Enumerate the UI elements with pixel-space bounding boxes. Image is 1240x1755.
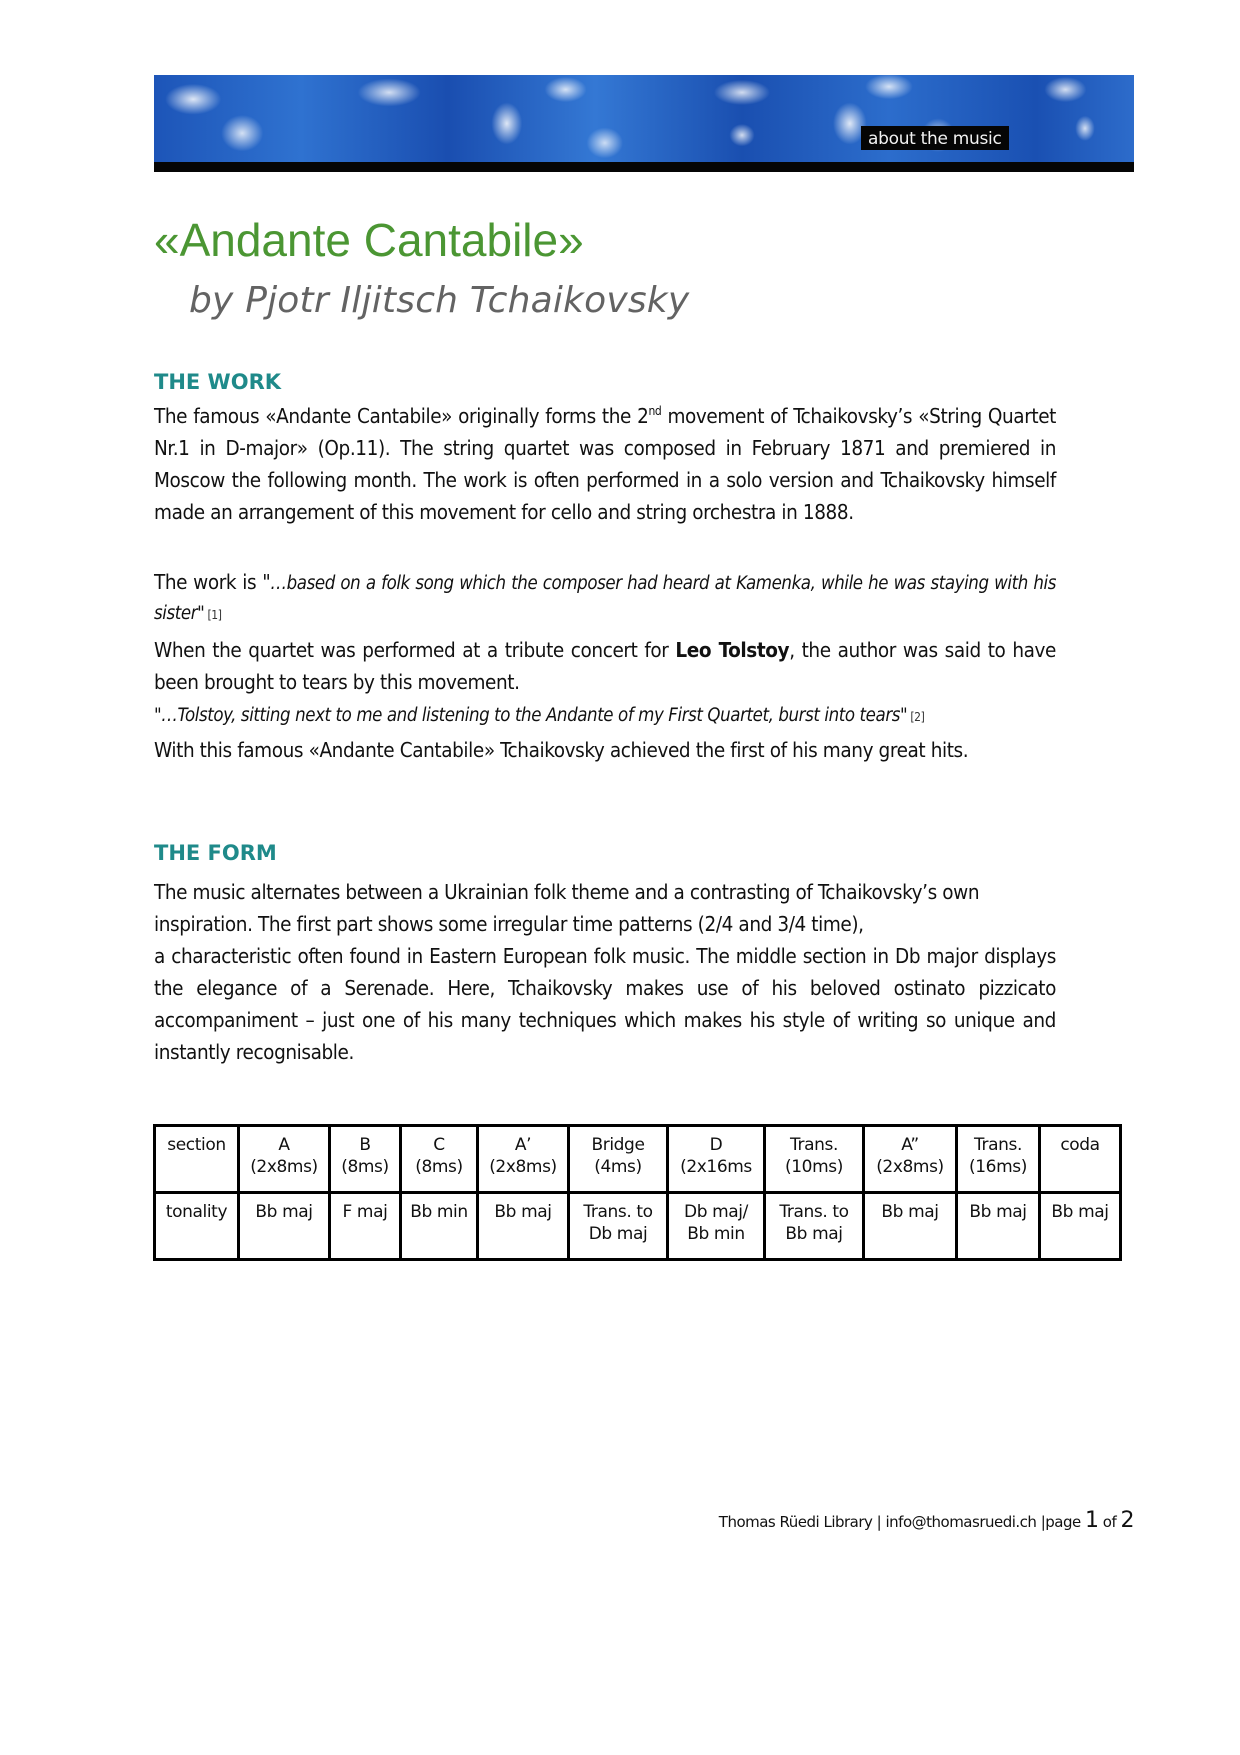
form-paragraph-line1: The music alternates between a Ukrainian folk theme and a contrasting of Tchaikovsky’s own inspiration. The first part shows some irregular time patterns (2/4 and 3/4 time),	[154, 880, 980, 936]
footer-email[interactable]: info@thomasruedi.ch	[885, 1513, 1037, 1531]
banner-black-bar	[154, 162, 1134, 172]
table-cell	[569, 1126, 668, 1193]
cell-text: A”	[901, 1135, 919, 1155]
table-cell	[330, 1193, 401, 1260]
page-subtitle: by Pjotr Iljitsch Tchaikovsky	[189, 280, 690, 321]
cell-text: Bb maj	[1051, 1202, 1109, 1222]
cell-text: Bb maj	[255, 1202, 313, 1222]
cell-text: C	[433, 1135, 445, 1155]
work-paragraph-2	[154, 568, 1056, 630]
form-paragraph-line2: a characteristic often found in Eastern European folk music. The middle section in Db major displays the elegance of a Serenade. Here, Tchaikovsky makes use of his beloved ostinato pizzicato accompaniment – just one of his many techniques which makes his style of writing so unique and instantly recognisable.	[154, 944, 1056, 1064]
cell-text: Db maj/	[684, 1202, 748, 1222]
table-cell	[957, 1126, 1040, 1193]
cell-text: (2x8ms)	[876, 1157, 944, 1177]
cell-text: Db maj	[588, 1224, 648, 1244]
table-cell	[957, 1193, 1040, 1260]
cell-text: (2x8ms)	[250, 1157, 318, 1177]
table-cell	[401, 1126, 478, 1193]
text: The famous «Andante Cantabile» originally forms the 2	[154, 404, 649, 428]
cell-text: Bb maj	[969, 1202, 1027, 1222]
cell-text: Trans.	[790, 1135, 838, 1155]
cell-text: coda	[1060, 1135, 1100, 1155]
quote-text: "…Tolstoy, sitting next to me and listening to the Andante of my First Quartet, burst into tears"	[154, 705, 908, 726]
cell-text: Bb maj	[881, 1202, 939, 1222]
work-paragraph-5: With this famous «Andante Cantabile» Tchaikovsky achieved the first of his many great hits.	[154, 738, 969, 762]
page-footer	[719, 1508, 1134, 1533]
footer-separator: |	[872, 1513, 886, 1531]
cell-text: Bridge	[591, 1135, 645, 1155]
reference-2: [2]	[907, 710, 925, 724]
cell-text: Bb maj	[785, 1224, 843, 1244]
table-cell	[765, 1193, 864, 1260]
cell-text: Bb maj	[494, 1202, 552, 1222]
table-cell	[478, 1126, 569, 1193]
cell-text: A’	[514, 1135, 532, 1155]
cell-text: (8ms)	[341, 1157, 389, 1177]
section-heading-form: THE FORM	[154, 841, 277, 865]
cell-text: F maj	[342, 1202, 388, 1222]
footer-page-prefix: |page	[1036, 1513, 1085, 1531]
table-cell	[478, 1193, 569, 1260]
cell-text: Trans. to	[583, 1202, 653, 1222]
footer-page-total: 2	[1120, 1508, 1134, 1533]
table-cell	[1040, 1193, 1121, 1260]
page-title: «Andante Cantabile»	[154, 214, 584, 266]
table-cell	[239, 1193, 330, 1260]
table-row-tonality	[155, 1193, 1121, 1260]
table-cell	[239, 1126, 330, 1193]
work-paragraph-3	[154, 634, 1056, 698]
table-row-section	[155, 1126, 1121, 1193]
footer-page-current: 1	[1085, 1508, 1099, 1533]
cell-text: Trans. to	[779, 1202, 849, 1222]
superscript: nd	[648, 404, 662, 419]
text: , the author was said to have been brought to tears by this movement.	[154, 638, 1056, 694]
bold-name: Leo Tolstoy	[675, 638, 790, 662]
table-cell	[765, 1126, 864, 1193]
banner-label: about the music	[861, 126, 1009, 150]
quote-text: …based on a folk song which the composer had heard at Kamenka, while he was staying with his sister"	[154, 573, 1056, 624]
cell-text: A	[278, 1135, 290, 1155]
form-table	[153, 1124, 1122, 1261]
text: When the quartet was performed at a tribute concert for	[154, 638, 676, 662]
cell-text: D	[709, 1135, 723, 1155]
cell-text: (4ms)	[594, 1157, 642, 1177]
table-cell	[864, 1193, 957, 1260]
cell-text: (2x16ms	[680, 1157, 752, 1177]
header-banner	[154, 75, 1134, 172]
section-heading-work: THE WORK	[154, 370, 282, 394]
footer-library: Thomas Rüedi Library	[718, 1513, 873, 1531]
row-label: section	[155, 1126, 239, 1193]
row-label: tonality	[155, 1193, 239, 1260]
table-cell	[330, 1126, 401, 1193]
table-cell	[401, 1193, 478, 1260]
text: movement of Tchaikovsky’s «String Quartet Nr.1 in D-major» (Op.11). The string quartet was composed in February 1871 and premiered in Moscow the following month. The work is often performed in a solo version and Tchaikovsky himself made an arrangement of this movement for cello and string orchestra in 1888.	[154, 404, 1056, 524]
cell-text: Bb min	[410, 1202, 468, 1222]
cell-text: Trans.	[974, 1135, 1022, 1155]
table-cell	[864, 1126, 957, 1193]
cell-text: (10ms)	[785, 1157, 843, 1177]
cell-text: (16ms)	[969, 1157, 1027, 1177]
cell-text: (8ms)	[415, 1157, 463, 1177]
table-cell	[1040, 1126, 1121, 1193]
table-cell	[668, 1193, 765, 1260]
work-paragraph-1	[154, 400, 1056, 528]
text: The work is "	[154, 570, 271, 594]
table-cell	[569, 1193, 668, 1260]
reference-1: [1]	[204, 608, 222, 622]
work-quote-tolstoy	[154, 701, 1056, 732]
footer-page-of: of	[1098, 1513, 1121, 1531]
table-cell	[668, 1126, 765, 1193]
cell-text: B	[359, 1135, 371, 1155]
cell-text: (2x8ms)	[489, 1157, 557, 1177]
cell-text: Bb min	[687, 1224, 745, 1244]
